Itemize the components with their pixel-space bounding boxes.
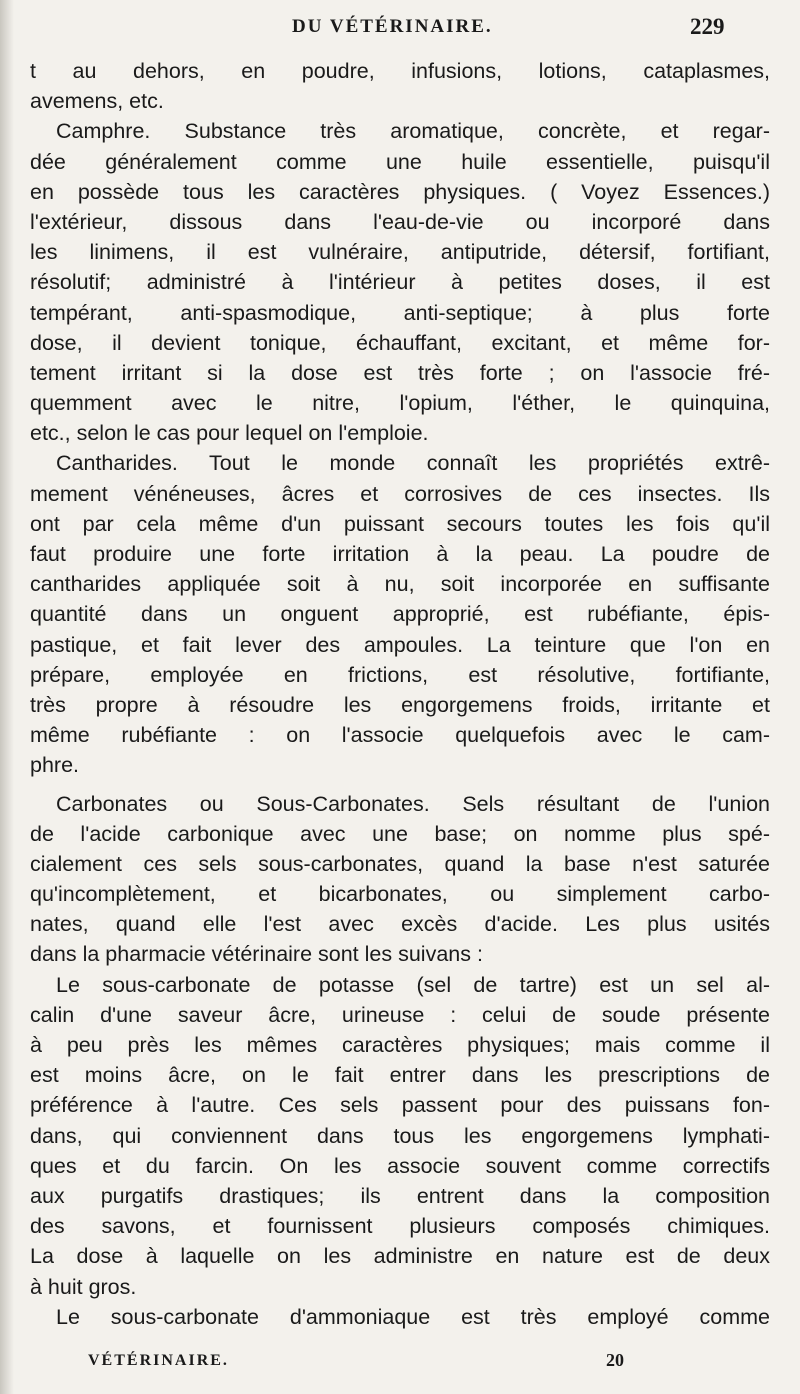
text-line: cantharides appliquée soit à nu, soit incorporée en suffisante bbox=[30, 572, 770, 597]
page-number: 229 bbox=[690, 14, 725, 39]
text-line: quemment avec le nitre, l'opium, l'éther, le quinquina, bbox=[30, 391, 770, 416]
text-line: ont par cela même d'un puissant secours toutes les fois qu'il bbox=[30, 511, 770, 536]
text-line: à peu près les mêmes caractères physiques; mais comme il bbox=[30, 1033, 770, 1057]
text-line: même rubéfiante : on l'associe quelquefois avec le cam- bbox=[30, 723, 770, 748]
text-line: dose, il devient tonique, échauffant, excitant, et même for- bbox=[30, 330, 770, 355]
text-line: etc., selon le cas pour lequel on l'emploie. bbox=[30, 421, 429, 446]
text-line: mement vénéneuses, âcres et corrosives de ces insectes. Ils bbox=[30, 481, 770, 506]
text-line: avemens, etc. bbox=[30, 89, 164, 114]
text-line: dée généralement comme une huile essentielle, puisqu'il bbox=[30, 149, 770, 174]
text-line: dans la pharmacie vétérinaire sont les suivans : bbox=[30, 942, 483, 967]
running-head: DU VÉTÉRINAIRE. bbox=[292, 16, 493, 37]
paragraph-sous-carbonate-ammoniaque: Le sous-carbonate d'ammoniaque est très employé comme bbox=[56, 1304, 770, 1329]
sheet-number: 20 bbox=[606, 1350, 624, 1370]
text-line: prépare, employée en frictions, est résolutive, fortifiante, bbox=[30, 662, 770, 687]
text-line: est moins âcre, on le fait entrer dans les prescriptions de bbox=[30, 1063, 770, 1088]
text-line: qu'incomplètement, et bicarbonates, ou simplement carbo- bbox=[30, 882, 770, 907]
text-line: calin d'une saveur âcre, urineuse : celui de soude présente bbox=[30, 1002, 770, 1027]
signature-mark: VÉTÉRINAIRE. bbox=[88, 1352, 229, 1369]
text-line: t au dehors, en poudre, infusions, lotions, cataplasmes, bbox=[30, 59, 770, 83]
page-footer bbox=[0, 1352, 800, 1378]
text-line: phre. bbox=[30, 753, 80, 778]
text-line: quantité dans un onguent approprié, est rubéfiante, épis- bbox=[30, 602, 770, 627]
body-text bbox=[30, 56, 770, 1332]
text-line: de l'acide carbonique avec une base; on nomme plus spé- bbox=[30, 821, 770, 846]
text-line: cialement ces sels sous-carbonates, quand la base n'est saturée bbox=[30, 851, 770, 876]
text-line: l'extérieur, dissous dans l'eau-de-vie ou incorporé dans bbox=[30, 209, 770, 234]
entry-cantharides: Cantharides. Tout le monde connaît les propriétés extrê- bbox=[56, 451, 770, 476]
text-line: à huit gros. bbox=[30, 1274, 137, 1299]
text-line: très propre à résoudre les engorgemens froids, irritante et bbox=[30, 692, 770, 717]
text-line: dans, qui conviennent dans tous les engorgemens lymphati- bbox=[30, 1123, 770, 1148]
paragraph-sous-carbonate-potasse: Le sous-carbonate de potasse (sel de tartre) est un sel al- bbox=[56, 972, 770, 997]
binding-gutter bbox=[0, 0, 14, 1394]
text-line: faut produire une forte irritation à la peau. La poudre de bbox=[30, 542, 770, 566]
text-line: préférence à l'autre. Ces sels passent pour des puissans fon- bbox=[30, 1093, 770, 1118]
text-line: des savons, et fournissent plusieurs composés chimiques. bbox=[30, 1214, 770, 1239]
text-line: les linimens, il est vulnéraire, antiputride, détersif, fortifiant, bbox=[30, 240, 770, 265]
text-line: pastique, et fait lever des ampoules. La teinture que l'on en bbox=[30, 632, 770, 657]
text-line: nates, quand elle l'est avec excès d'acide. Les plus usités bbox=[30, 912, 770, 937]
entry-carbonates: Carbonates ou Sous-Carbonates. Sels résultant de l'union bbox=[56, 791, 770, 816]
text-line: en possède tous les caractères physiques. ( Voyez Essences.) bbox=[30, 179, 770, 204]
text-line: La dose à laquelle on les administre en nature est de deux bbox=[30, 1244, 770, 1269]
entry-camphre: Camphre. Substance très aromatique, concrète, et regar- bbox=[56, 119, 770, 144]
text-line: ques et du farcin. On les associe souvent comme correctifs bbox=[30, 1153, 770, 1178]
text-line: tempérant, anti-spasmodique, anti-septique; à plus forte bbox=[30, 300, 770, 325]
page-header bbox=[0, 14, 800, 44]
text-line: tement irritant si la dose est très forte ; on l'associe fré- bbox=[30, 360, 770, 385]
text-line: aux purgatifs drastiques; ils entrent dans la composition bbox=[30, 1183, 770, 1208]
text-line: résolutif; administré à l'intérieur à petites doses, il est bbox=[30, 270, 770, 295]
